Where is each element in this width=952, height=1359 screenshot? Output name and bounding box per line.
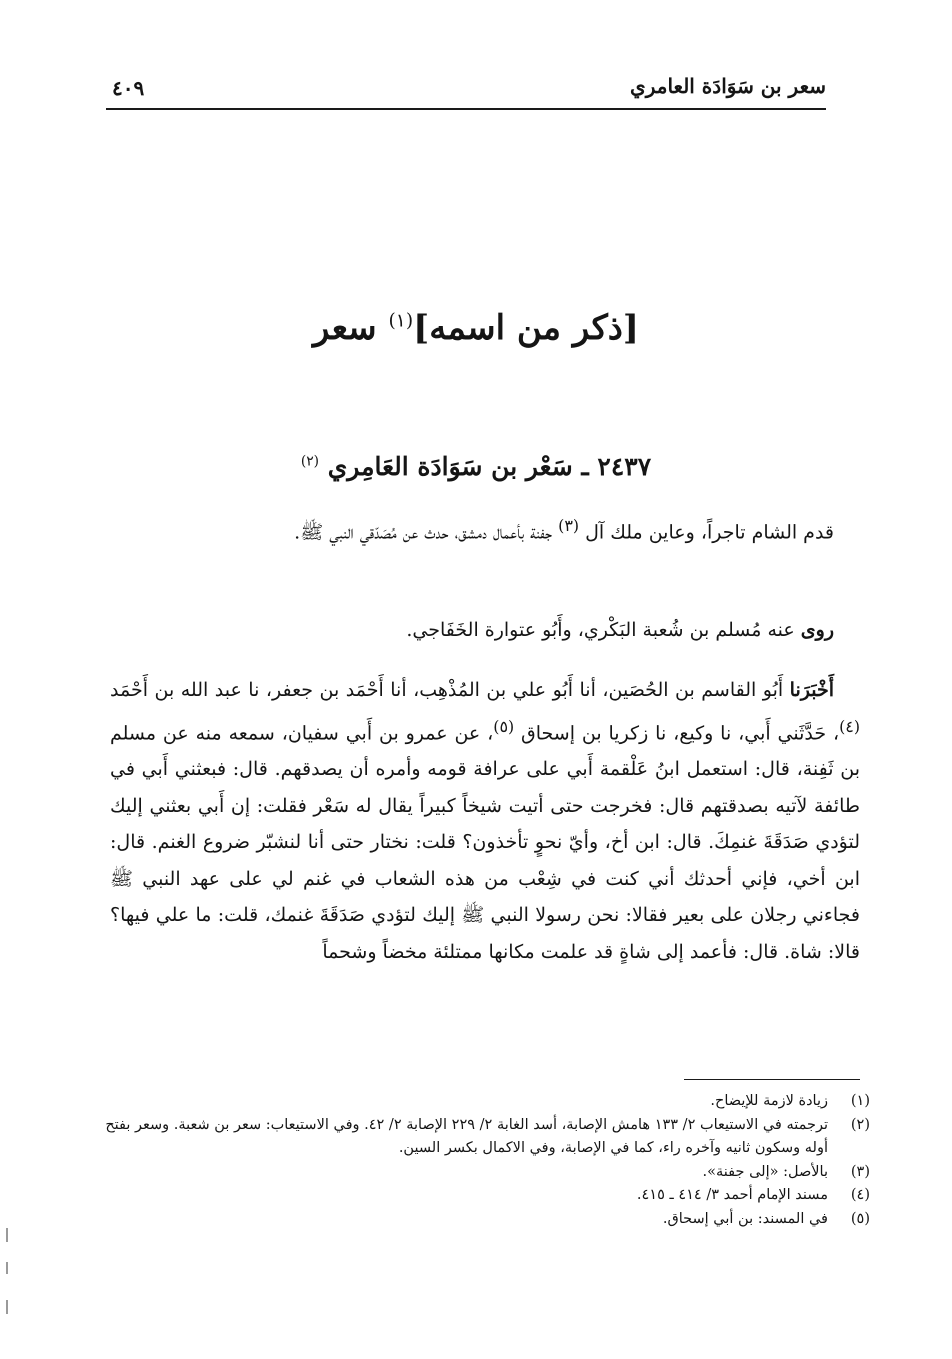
footnote-number: (١)	[850, 1093, 870, 1109]
entry-title-text: ٢٤٣٧ ـ سَعْر بن سَوَادَة العَامِري	[327, 452, 652, 481]
footnote-number: (٢)	[850, 1116, 870, 1133]
scan-edge-mark	[6, 1262, 8, 1274]
isnad-paragraph	[110, 672, 860, 970]
footnote-item	[100, 1161, 870, 1185]
section-heading	[0, 308, 952, 348]
riwaya-paragraph	[110, 612, 860, 649]
footnote-text: ترجمته في الاستيعاب ٢/ ١٣٣ هامش الإصابة، أسد الغابة ٢/ ٢٢٩ الإصابة ٢/ ٤٢. وفي الاستيعاب: سعر بن شعبة. وسعر بفتح أوله وسكون ثانيه وآخره راء، كما في الإصابة، وفي الاكمال بكسر السين.	[105, 1116, 828, 1156]
running-header-title: سعر بن سَوَادَة العامري	[630, 74, 826, 98]
riwaya-lead-word: روى	[800, 619, 834, 641]
page-number: ٤٠٩	[112, 76, 145, 100]
scan-edge-mark	[6, 1300, 8, 1314]
footnote-text: مسند الإمام أحمد ٣/ ٤١٤ ـ ٤١٥.	[636, 1187, 828, 1203]
footnote-ref-5[interactable]: (٥)	[493, 716, 515, 736]
footnotes-list	[100, 1090, 870, 1231]
footnote-number: (٤)	[850, 1187, 870, 1203]
section-heading-text: [ذكر من اسمه]	[413, 308, 639, 348]
footnote-number: (٣)	[850, 1163, 870, 1180]
footnote-item	[100, 1184, 870, 1208]
footnote-divider	[684, 1079, 860, 1080]
footnote-text: بالأصل: «إلى جفنة».	[702, 1163, 828, 1180]
intro-text-1: قدم الشام تاجراً، وعاين ملك آل	[585, 521, 834, 544]
scan-edge-mark	[6, 1228, 8, 1242]
isnad-text-2: ، حَدَّثَني أَبي، نا وكيع، نا زكريا بن إسحاق	[521, 721, 840, 744]
footnote-ref-1[interactable]: (١)	[388, 310, 414, 332]
isnad-text-3: ، عن عمرو بن أَبي سفيان، سمعه منه عن مسلم بن ثَفِنة، قال: استعمل ابنُ عَلْقمة أَبي على عرافة قومه وأمره أن يصدقهم. قال: فبعثني أَبي في طائفة لآتيه بصدقتهم قال: فخرجت حتى أتيت شيخاً كبيراً يقال له سَعْر فقلت: إن أَبي بعثني إليك لتؤدي صَدَقَةَ غنمِكَ. قال: ابن أخ، وأيّ نحوٍ تأخذون؟ قلت: نختار حتى أنا لنشبّر ضروع الغنم. قال: ابن أخي، فإني أحدثك أني كنت في شِعْب من هذه الشعاب في غنم لي على عهد النبي ﷺ فجاءني رجلان على بعير فقالا: نحن رسولا النبي ﷺ إليك لتؤدي صَدَقَةَ غنمك، قلت: ما علي فيها؟ قالا: شاة. قال: فأعمد إلى شاةٍ قد علمت مكانها ممتلئة مخضاً وشحماً	[110, 721, 860, 963]
footnote-item	[100, 1208, 870, 1232]
footnote-ref-4[interactable]: (٤)	[839, 716, 860, 736]
footnote-ref-2[interactable]: (٢)	[300, 453, 320, 470]
footnote-number: (٥)	[850, 1210, 870, 1227]
footnote-item	[100, 1114, 870, 1161]
footnote-text: في المسند: بن أبي إسحاق.	[662, 1210, 828, 1227]
intro-paragraph	[110, 508, 860, 551]
running-header	[106, 72, 826, 110]
footnote-ref-3[interactable]: (٣)	[558, 516, 580, 535]
footnote-text: زيادة لازمة للإيضاح.	[710, 1093, 828, 1109]
intro-text-2: جفنة بأعمال دمشق، حدث عن مُصَدّقي النبي ﷺ.	[294, 521, 553, 544]
isnad-lead-word: أَخْبَرَنا	[789, 679, 834, 701]
footnote-item	[100, 1090, 870, 1114]
riwaya-text: عنه مُسلم بن شُعبة البَكْري، وأَبُو عتوارة الخَفَاجي.	[406, 619, 795, 641]
entry-title	[0, 452, 952, 481]
isnad-text-1: أَبُو القاسم بن الحُصَين، أنا أَبُو علي بن المُذْهِب، أنا أَحْمَد بن جعفر، نا عبد الله بن أَحْمَد	[110, 679, 784, 701]
section-heading-name: سعر	[313, 308, 377, 348]
